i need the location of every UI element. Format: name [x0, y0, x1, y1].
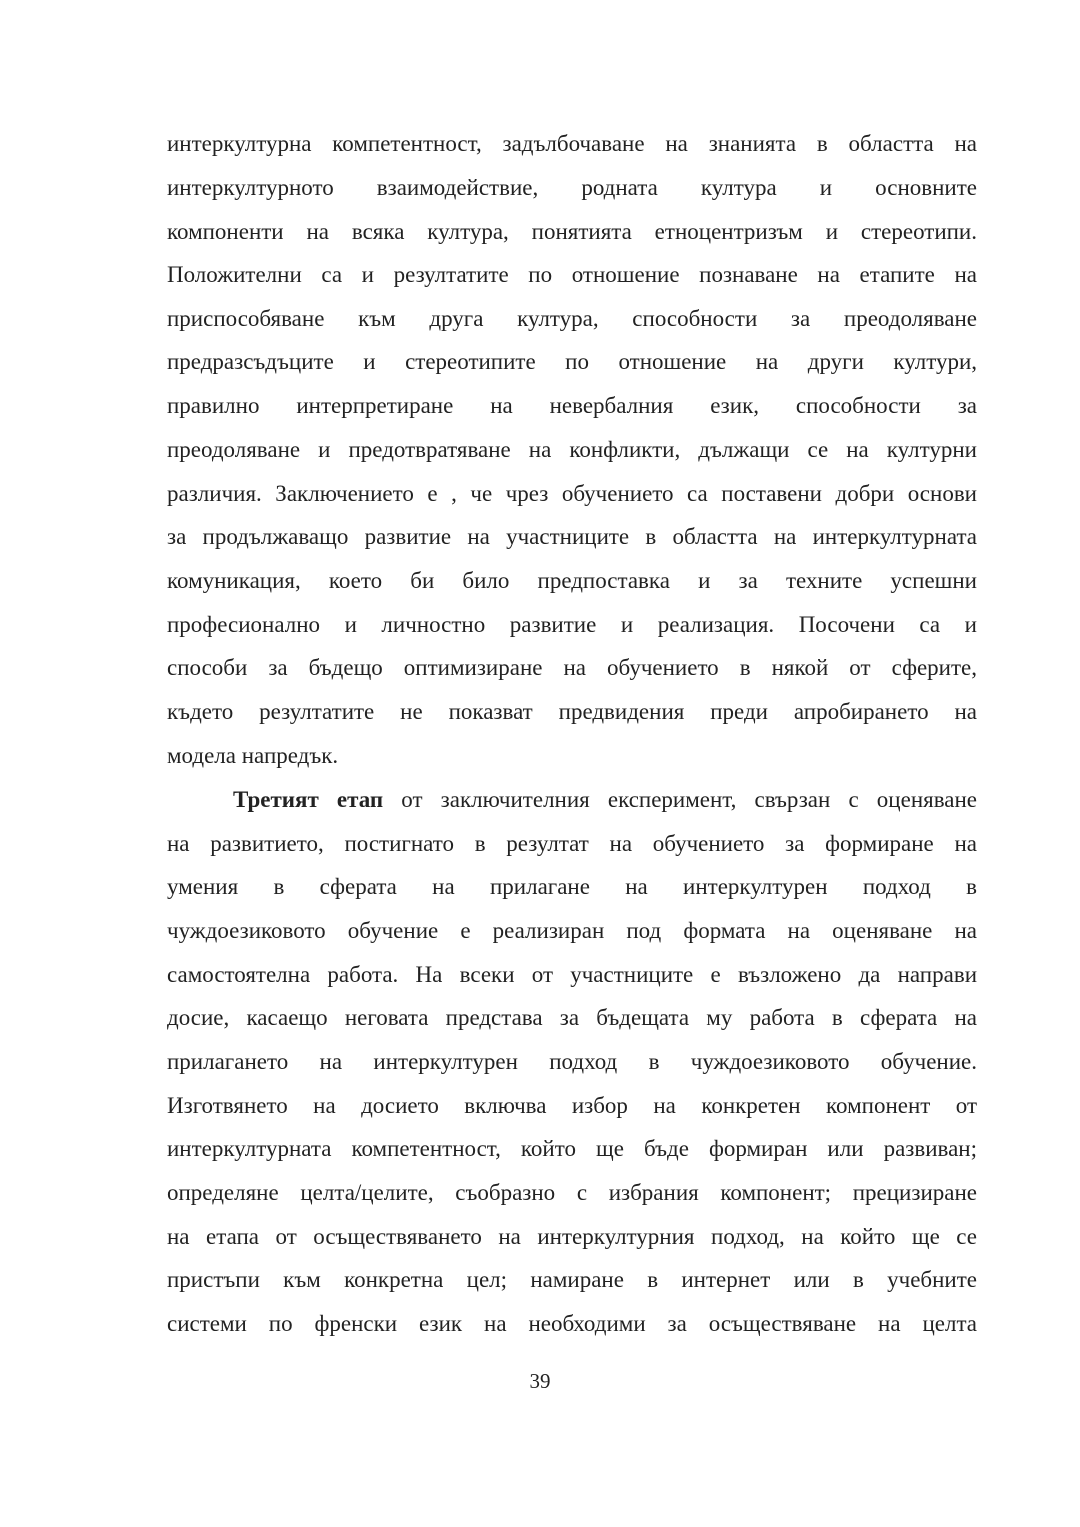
- text-line: професионално и личностно развитие и реализация. Посочени са и: [167, 612, 977, 637]
- paragraph-lead-line: [167, 778, 977, 822]
- text-line: Положителни са и резултатите по отношение познаване на етапите на: [167, 262, 977, 287]
- text-line: на етапа от осъществяването на интеркултурния подход, на който ще се: [167, 1224, 977, 1249]
- text-line: компоненти на всяка култура, понятията етноцентризъм и стереотипи.: [167, 219, 977, 244]
- text-line: умения в сферата на прилагане на интеркултурен подход в: [167, 874, 977, 899]
- text-line: способи за бъдещо оптимизиране на обучението в някой от сферите,: [167, 655, 977, 680]
- text-line: за продължаващо развитие на участниците в областта на интеркултурната: [167, 524, 977, 549]
- text-line: преодоляване и предотвратяване на конфликти, дължащи се на културни: [167, 437, 977, 462]
- text-line: правилно интерпретиране на невербалния език, способности за: [167, 393, 977, 418]
- text-line: определяне целта/целите, съобразно с избрания компонент; прецизиране: [167, 1180, 977, 1205]
- text-line: системи по френски език на необходими за осъществяване на целта: [167, 1311, 977, 1336]
- text-line: интеркултурна компетентност, задълбочаване на знанията в областта на: [167, 131, 977, 156]
- text-line: предразсъдъците и стереотипите по отношение на други култури,: [167, 349, 977, 374]
- bold-lead: Третият етап: [233, 787, 384, 812]
- text-line: интеркултурната компетентност, който ще бъде формиран или развиван;: [167, 1136, 977, 1161]
- text-line: пристъпи към конкретна цел; намиране в интернет или в учебните: [167, 1267, 977, 1292]
- text-line: комуникация, което би било предпоставка и за техните успешни: [167, 568, 977, 593]
- text-line: чуждоезиковото обучение е реализиран под формата на оценяване на: [167, 918, 977, 943]
- text-line: модела напредък.: [167, 743, 339, 768]
- text-line: приспособяване към друга култура, способности за преодоляване: [167, 306, 977, 331]
- text-line: различия. Заключението е , че чрез обучението са поставени добри основи: [167, 481, 977, 506]
- page-number: 39: [529, 1369, 551, 1393]
- text-line: досие, касаещо неговата представа за бъдещата му работа в сферата на: [167, 1005, 977, 1030]
- text-line: Изготвянето на досието включва избор на конкретен компонент от: [167, 1093, 977, 1118]
- text-line: прилагането на интеркултурен подход в чуждоезиковото обучение.: [167, 1049, 977, 1074]
- lead-rest: от заключителния експеримент, свързан с оценяване: [383, 787, 977, 812]
- text-line: самостоятелна работа. На всеки от участниците е възложено да направи: [167, 962, 977, 987]
- text-line: на развитието, постигнато в резултат на обучението за формиране на: [167, 831, 977, 856]
- text-line: интеркултурното взаимодействие, родната култура и основните: [167, 175, 977, 200]
- text-line: където резултатите не показват предвидения преди апробирането на: [167, 699, 977, 724]
